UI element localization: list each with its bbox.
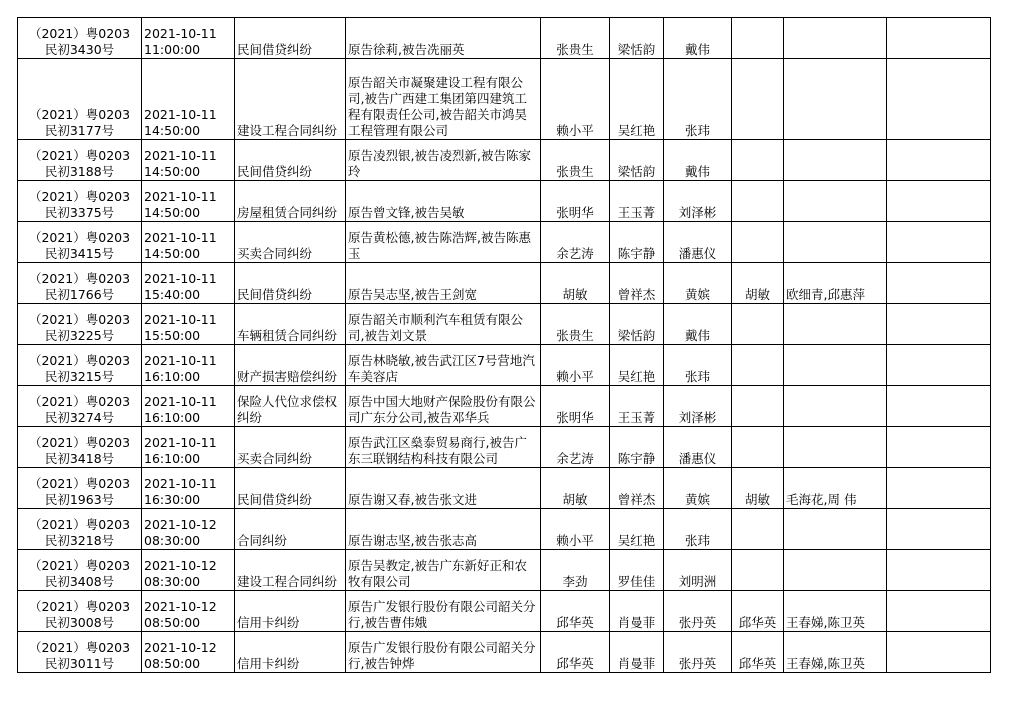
table-row <box>18 345 991 386</box>
member-cell: 陈宇静 <box>610 222 664 263</box>
judge-cell: 胡敏 <box>541 263 610 304</box>
assessors-cell: 王春娣,陈卫英 <box>784 632 887 673</box>
blank-cell <box>887 304 991 345</box>
presiding-cell: 邱华英 <box>732 632 784 673</box>
case-type-cell: 建设工程合同纠纷 <box>235 59 346 140</box>
assessors-cell <box>784 345 887 386</box>
member-cell: 曾祥杰 <box>610 468 664 509</box>
judge-cell: 李劲 <box>541 550 610 591</box>
judge-cell: 张明华 <box>541 181 610 222</box>
case-type-cell: 民间借贷纠纷 <box>235 18 346 59</box>
blank-cell <box>887 386 991 427</box>
parties-cell: 原告广发银行股份有限公司韶关分行,被告曹伟娥 <box>346 591 541 632</box>
parties-cell: 原告韶关市顺利汽车租赁有限公司,被告刘文景 <box>346 304 541 345</box>
case-number-cell: （2021）粤0203 民初3177号 <box>18 59 142 140</box>
hearing-time-cell: 2021-10-11 14:50:00 <box>142 222 235 263</box>
parties-cell: 原告中国大地财产保险股份有限公司广东分公司,被告邓华兵 <box>346 386 541 427</box>
table-row <box>18 140 991 181</box>
hearing-time-cell: 2021-10-11 14:50:00 <box>142 59 235 140</box>
clerk-cell: 张丹英 <box>664 591 732 632</box>
judge-cell: 余艺涛 <box>541 427 610 468</box>
clerk-cell: 张玮 <box>664 59 732 140</box>
presiding-cell: 胡敏 <box>732 468 784 509</box>
blank-cell <box>887 591 991 632</box>
hearing-time-cell: 2021-10-12 08:30:00 <box>142 509 235 550</box>
case-type-cell: 车辆租赁合同纠纷 <box>235 304 346 345</box>
case-number-cell: （2021）粤0203 民初3430号 <box>18 18 142 59</box>
member-cell: 吴红艳 <box>610 509 664 550</box>
clerk-cell: 戴伟 <box>664 140 732 181</box>
clerk-cell: 戴伟 <box>664 18 732 59</box>
case-number-cell: （2021）粤0203 民初3274号 <box>18 386 142 427</box>
member-cell: 陈宇静 <box>610 427 664 468</box>
case-number-cell: （2021）粤0203 民初3225号 <box>18 304 142 345</box>
blank-cell <box>887 59 991 140</box>
parties-cell: 原告吴教定,被告广东新好正和农牧有限公司 <box>346 550 541 591</box>
case-number-cell: （2021）粤0203 民初1963号 <box>18 468 142 509</box>
table-row <box>18 263 991 304</box>
assessors-cell: 毛海花,周 伟 <box>784 468 887 509</box>
case-number-cell: （2021）粤0203 民初3008号 <box>18 591 142 632</box>
assessors-cell <box>784 18 887 59</box>
table-row <box>18 591 991 632</box>
case-number-cell: （2021）粤0203 民初3375号 <box>18 181 142 222</box>
blank-cell <box>887 263 991 304</box>
case-number-cell: （2021）粤0203 民初1766号 <box>18 263 142 304</box>
assessors-cell <box>784 304 887 345</box>
blank-cell <box>887 140 991 181</box>
member-cell: 曾祥杰 <box>610 263 664 304</box>
member-cell: 梁恬韵 <box>610 18 664 59</box>
assessors-cell <box>784 386 887 427</box>
case-type-cell: 民间借贷纠纷 <box>235 468 346 509</box>
blank-cell <box>887 427 991 468</box>
hearing-time-cell: 2021-10-11 15:50:00 <box>142 304 235 345</box>
case-type-cell: 买卖合同纠纷 <box>235 222 346 263</box>
presiding-cell <box>732 509 784 550</box>
presiding-cell <box>732 345 784 386</box>
table-row <box>18 509 991 550</box>
assessors-cell <box>784 222 887 263</box>
judge-cell: 张贵生 <box>541 304 610 345</box>
parties-cell: 原告武江区燊泰贸易商行,被告广东三联钢结构科技有限公司 <box>346 427 541 468</box>
hearing-schedule-table <box>17 17 991 673</box>
hearing-time-cell: 2021-10-11 14:50:00 <box>142 181 235 222</box>
case-type-cell: 保险人代位求偿权纠纷 <box>235 386 346 427</box>
case-type-cell: 建设工程合同纠纷 <box>235 550 346 591</box>
blank-cell <box>887 181 991 222</box>
clerk-cell: 张玮 <box>664 509 732 550</box>
blank-cell <box>887 632 991 673</box>
member-cell: 肖曼菲 <box>610 632 664 673</box>
clerk-cell: 黄嫔 <box>664 468 732 509</box>
table-row <box>18 18 991 59</box>
case-type-cell: 合同纠纷 <box>235 509 346 550</box>
blank-cell <box>887 468 991 509</box>
table-row <box>18 468 991 509</box>
hearing-time-cell: 2021-10-12 08:30:00 <box>142 550 235 591</box>
judge-cell: 赖小平 <box>541 345 610 386</box>
table-row <box>18 550 991 591</box>
judge-cell: 张贵生 <box>541 140 610 181</box>
case-type-cell: 民间借贷纠纷 <box>235 140 346 181</box>
hearing-time-cell: 2021-10-11 16:30:00 <box>142 468 235 509</box>
parties-cell: 原告凌烈银,被告凌烈新,被告陈家玲 <box>346 140 541 181</box>
case-number-cell: （2021）粤0203 民初3418号 <box>18 427 142 468</box>
case-type-cell: 信用卡纠纷 <box>235 591 346 632</box>
presiding-cell <box>732 140 784 181</box>
clerk-cell: 刘泽彬 <box>664 181 732 222</box>
parties-cell: 原告黄松德,被告陈浩辉,被告陈惠玉 <box>346 222 541 263</box>
member-cell: 肖曼菲 <box>610 591 664 632</box>
hearing-time-cell: 2021-10-11 16:10:00 <box>142 386 235 427</box>
presiding-cell <box>732 550 784 591</box>
case-type-cell: 买卖合同纠纷 <box>235 427 346 468</box>
table-row <box>18 181 991 222</box>
presiding-cell <box>732 386 784 427</box>
clerk-cell: 潘惠仪 <box>664 222 732 263</box>
clerk-cell: 张丹英 <box>664 632 732 673</box>
case-number-cell: （2021）粤0203 民初3011号 <box>18 632 142 673</box>
case-number-cell: （2021）粤0203 民初3218号 <box>18 509 142 550</box>
presiding-cell: 胡敏 <box>732 263 784 304</box>
hearing-time-cell: 2021-10-12 08:50:00 <box>142 591 235 632</box>
clerk-cell: 戴伟 <box>664 304 732 345</box>
assessors-cell <box>784 59 887 140</box>
table-row <box>18 427 991 468</box>
hearing-time-cell: 2021-10-12 08:50:00 <box>142 632 235 673</box>
table-row <box>18 386 991 427</box>
case-type-cell: 房屋租赁合同纠纷 <box>235 181 346 222</box>
parties-cell: 原告广发银行股份有限公司韶关分行,被告钟烨 <box>346 632 541 673</box>
table-row <box>18 304 991 345</box>
member-cell: 王玉菁 <box>610 181 664 222</box>
case-number-cell: （2021）粤0203 民初3215号 <box>18 345 142 386</box>
blank-cell <box>887 550 991 591</box>
presiding-cell <box>732 59 784 140</box>
judge-cell: 张贵生 <box>541 18 610 59</box>
hearing-time-cell: 2021-10-11 15:40:00 <box>142 263 235 304</box>
clerk-cell: 张玮 <box>664 345 732 386</box>
hearing-time-cell: 2021-10-11 11:00:00 <box>142 18 235 59</box>
assessors-cell <box>784 181 887 222</box>
judge-cell: 邱华英 <box>541 632 610 673</box>
judge-cell: 赖小平 <box>541 509 610 550</box>
member-cell: 吴红艳 <box>610 59 664 140</box>
parties-cell: 原告谢又春,被告张文进 <box>346 468 541 509</box>
assessors-cell <box>784 427 887 468</box>
presiding-cell <box>732 304 784 345</box>
blank-cell <box>887 18 991 59</box>
presiding-cell <box>732 222 784 263</box>
judge-cell: 胡敏 <box>541 468 610 509</box>
parties-cell: 原告曾文锋,被告吴敏 <box>346 181 541 222</box>
assessors-cell <box>784 550 887 591</box>
case-number-cell: （2021）粤0203 民初3415号 <box>18 222 142 263</box>
assessors-cell <box>784 140 887 181</box>
clerk-cell: 黄嫔 <box>664 263 732 304</box>
hearing-time-cell: 2021-10-11 16:10:00 <box>142 427 235 468</box>
table-row <box>18 59 991 140</box>
judge-cell: 张明华 <box>541 386 610 427</box>
judge-cell: 邱华英 <box>541 591 610 632</box>
clerk-cell: 潘惠仪 <box>664 427 732 468</box>
member-cell: 吴红艳 <box>610 345 664 386</box>
blank-cell <box>887 509 991 550</box>
case-type-cell: 信用卡纠纷 <box>235 632 346 673</box>
judge-cell: 余艺涛 <box>541 222 610 263</box>
case-type-cell: 民间借贷纠纷 <box>235 263 346 304</box>
presiding-cell <box>732 427 784 468</box>
table-row <box>18 222 991 263</box>
parties-cell: 原告吴志坚,被告王剑宽 <box>346 263 541 304</box>
member-cell: 梁恬韵 <box>610 304 664 345</box>
blank-cell <box>887 345 991 386</box>
case-number-cell: （2021）粤0203 民初3408号 <box>18 550 142 591</box>
member-cell: 梁恬韵 <box>610 140 664 181</box>
parties-cell: 原告林晓敏,被告武江区7号营地汽车美容店 <box>346 345 541 386</box>
table-row <box>18 632 991 673</box>
table-body <box>18 18 991 673</box>
presiding-cell: 邱华英 <box>732 591 784 632</box>
member-cell: 罗佳佳 <box>610 550 664 591</box>
clerk-cell: 刘泽彬 <box>664 386 732 427</box>
hearing-time-cell: 2021-10-11 14:50:00 <box>142 140 235 181</box>
clerk-cell: 刘明洲 <box>664 550 732 591</box>
member-cell: 王玉菁 <box>610 386 664 427</box>
blank-cell <box>887 222 991 263</box>
case-type-cell: 财产损害赔偿纠纷 <box>235 345 346 386</box>
parties-cell: 原告徐莉,被告冼丽英 <box>346 18 541 59</box>
assessors-cell: 王春娣,陈卫英 <box>784 591 887 632</box>
judge-cell: 赖小平 <box>541 59 610 140</box>
parties-cell: 原告韶关市凝聚建设工程有限公司,被告广西建工集团第四建筑工程有限责任公司,被告韶关市鸿昊工程管理有限公司 <box>346 59 541 140</box>
case-number-cell: （2021）粤0203 民初3188号 <box>18 140 142 181</box>
presiding-cell <box>732 181 784 222</box>
assessors-cell <box>784 509 887 550</box>
presiding-cell <box>732 18 784 59</box>
parties-cell: 原告谢志坚,被告张志高 <box>346 509 541 550</box>
assessors-cell: 欧细青,邱惠萍 <box>784 263 887 304</box>
hearing-time-cell: 2021-10-11 16:10:00 <box>142 345 235 386</box>
